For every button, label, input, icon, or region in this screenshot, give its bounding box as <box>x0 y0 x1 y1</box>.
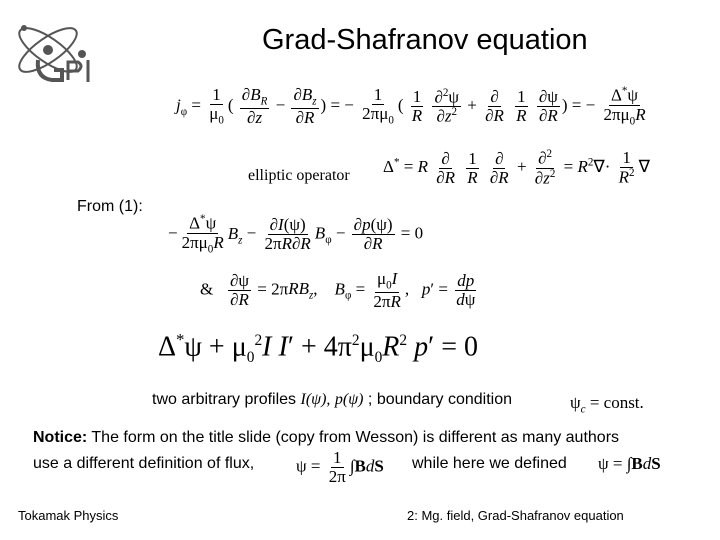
from-one-label: From (1): <box>77 198 143 215</box>
profile-pressure: p(ψ) <box>334 391 364 408</box>
equation-relations: & $\frac{\partial\psi}{\partial R}$ = 2πRB$_z$, $B_\varphi$ = $\frac{\mu_0I}{2\pi R}$ , p′ = $\frac{dp}{d\psi}$ <box>200 269 476 311</box>
atom-logo-icon <box>8 10 100 92</box>
footer-right: 2: Mg. field, Grad-Shafranov equation <box>407 508 624 523</box>
logo <box>8 10 100 92</box>
profiles-prefix: two arbitrary profiles <box>152 391 297 408</box>
notice-line-2: use a different definition of flux, <box>33 455 255 472</box>
notice-line-1 <box>33 429 619 447</box>
equation-force-balance: − $\frac{\Delta^*\psi}{2\pi\mu_0R}$ $B_z$ − $\frac{\partial I(\psi)}{2\pi R\partial R}$ $B_\varphi$ − $\frac{\partial p(\psi)}{\partial R}$ = 0 <box>168 213 424 255</box>
footer-left: Tokamak Physics <box>18 508 119 523</box>
equation-grad-shafranov: $\Delta^*\psi + \mu_0^2I$ $I' + 4\pi^2\mu_0R^2$ p′ = 0 <box>158 330 479 366</box>
notice-while: while here we defined <box>412 455 567 472</box>
flux-definition-1: ψ = $\frac{1}{2\pi}$ ∫BdS <box>296 448 384 486</box>
equation-elliptic-operator: Δ* = R $\frac{\partial}{\partial R}$ $\frac{1}{R}$ $\frac{\partial}{\partial R}$ + $\frac{\partial^2}{\partial z^2}$ = $R^2\nabla\cdot$ $\frac{1}{R^2}$ ∇ <box>383 148 650 188</box>
profiles-suffix: ; boundary condition <box>367 391 513 408</box>
profile-current: I(ψ), <box>300 391 331 408</box>
slide-title: Grad-Shafranov equation <box>262 24 588 56</box>
notice-text-1: The form on the title slide (copy from Wesson) is different as many authors <box>91 429 620 446</box>
profiles-line <box>152 391 512 409</box>
boundary-condition: $\psi_c$ = const. <box>570 393 644 416</box>
elliptic-operator-label: elliptic operator <box>248 167 350 184</box>
equation-current-density: $j_\varphi$ = $\frac{1}{\mu_0}$ ( $\frac{\partial B_R}{\partial z}$ − $\frac{\partial B_z}{\partial R}$ ) = − $\frac{1}{2\pi\mu_0}$ ( $\frac{1}{R}$ $\frac{\partial^2\psi}{\partial z^2}$ + $\frac{\partial}{\partial R}$ $\frac{1}{R}$ $\frac{\partial\psi}{\partial R}$ ) = − $\frac{\Delta^*\psi}{2\pi\mu_0R}$ <box>176 85 646 128</box>
flux-definition-2: ψ = ∫BdS <box>598 454 661 473</box>
notice-label: Notice: <box>33 429 88 446</box>
